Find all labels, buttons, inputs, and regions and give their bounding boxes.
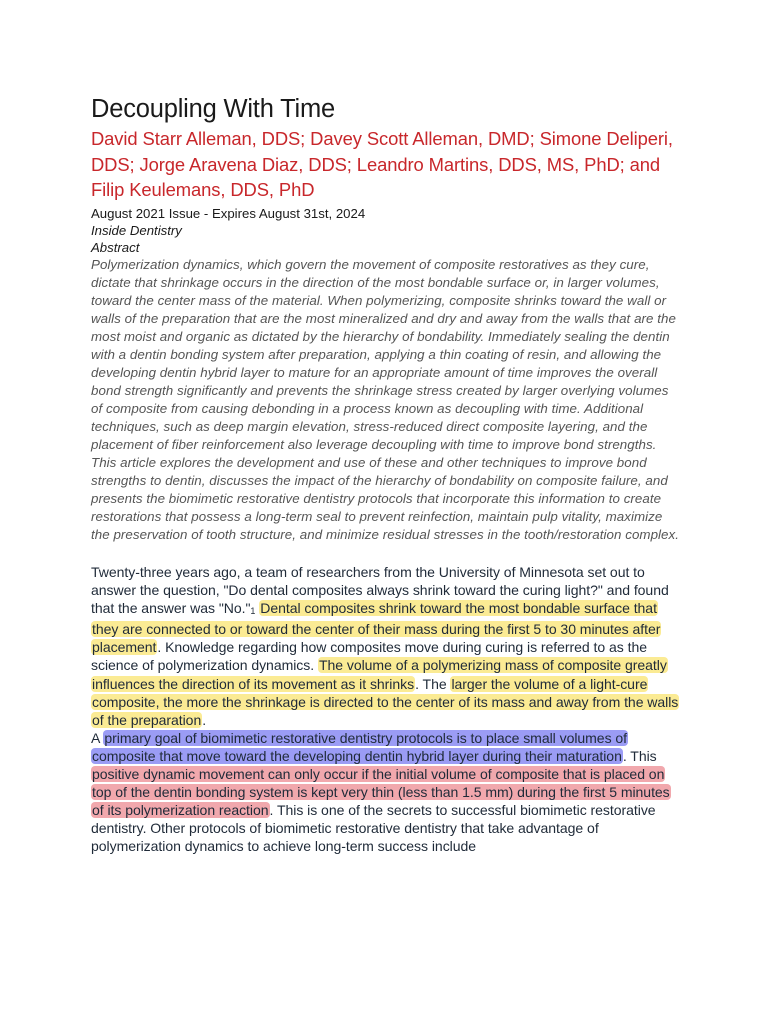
body-text-span: Twenty-three years ago, a team of researchers from the University of Minnesota set out to answer the question, "Do dental composites always shrink toward the curing light?" and found that the answer was "No." — [91, 564, 669, 617]
highlight-pink: positive dynamic movement can only occur if the initial volume of composite that is placed on top of the dentin bonding system is kept very thin (less than 1.5 mm) during the first 5 minutes of its polymerization reaction — [92, 765, 670, 818]
body-text-span: . — [202, 711, 207, 728]
abstract-heading: Abstract — [91, 239, 140, 255]
body-paragraph-1 — [91, 563, 681, 728]
body-text-span: . This — [622, 747, 657, 764]
abstract-text: Polymerization dynamics, which govern the movement of composite restoratives as they cure, dictate that shrinkage occurs in the direction of the most bondable surface or, in larger volumes, toward the center mass of the material. When polymerizing, composite shrinks toward the wall or walls of the preparation that are the most mineralized and dry and away from the walls that are the most moist and organic as dictated by the hierarchy of bondability. Immediately sealing the dentin with a dentin bonding system after preparation, applying a thin coating of resin, and allowing the developing dentin hybrid layer to mature for an appropriate amount of time improves the overall bond strength significantly and prevents the shrinkage stress created by larger overlying volumes of composite from causing debonding in a process known as decoupling with time. Additional techniques, such as deep margin elevation, stress-reduced direct composite layering, and the placement of fiber reinforcement also leverage decoupling with time to improve bond strengths. This article explores the development and use of these and other techniques to improve bond strengths to dentin, discusses the impact of the hierarchy of bondability on composite failure, and presents the biomimetic restorative dentistry protocols that incorporate this information to create restorations that possess a long-term seal to prevent reinfection, maintain pulp vitality, maximize the preservation of tooth structure, and minimize residual stresses in the tooth/restoration complex. — [91, 256, 680, 543]
paragraph-spacer — [91, 544, 681, 563]
body-text-span: A — [91, 729, 104, 746]
article-authors: David Starr Alleman, DDS; Davey Scott Alleman, DMD; Simone Deliperi, DDS; Jorge Aravena Diaz, DDS; Leandro Martins, DDS, MS, PhD; and Filip Keulemans, DDS, PhD — [91, 128, 673, 200]
body-text-span: . The — [415, 675, 451, 692]
highlight-blue: primary goal of biomimetic restorative dentistry protocols is to place small volumes of composite that move toward the developing dentin hybrid layer during their maturation — [92, 729, 628, 764]
publication-name: Inside Dentistry — [91, 222, 182, 238]
article-title: Decoupling With Time — [91, 95, 336, 123]
highlight-yellow: Dental composites shrink toward the most bondable surface that they are connected to or toward the center of their mass during the first 5 to 30 minutes after placement — [92, 600, 661, 656]
article-page — [91, 92, 681, 855]
issue-line: August 2021 Issue - Expires August 31st, 2024 — [91, 205, 366, 221]
body-paragraph-2 — [91, 729, 681, 855]
body-text-span: . This is one of the secrets to successful biomimetic restorative dentistry. Other protocols of biomimetic restorative dentistry that take advantage of polymerization dynamics to achieve long-term success include — [91, 801, 656, 854]
body-text-span: . Knowledge regarding how composites move during curing is referred to as the science of polymerization dynamics. — [91, 639, 647, 674]
highlight-yellow: The volume of a polymerizing mass of composite greatly influences the direction of its movement as it shrinks — [92, 657, 667, 692]
highlight-yellow: larger the volume of a light-cure composite, the more the shrinkage is directed to the center of its mass and away from the walls of the preparation — [92, 675, 679, 728]
footnote-marker: 1 — [250, 606, 256, 617]
